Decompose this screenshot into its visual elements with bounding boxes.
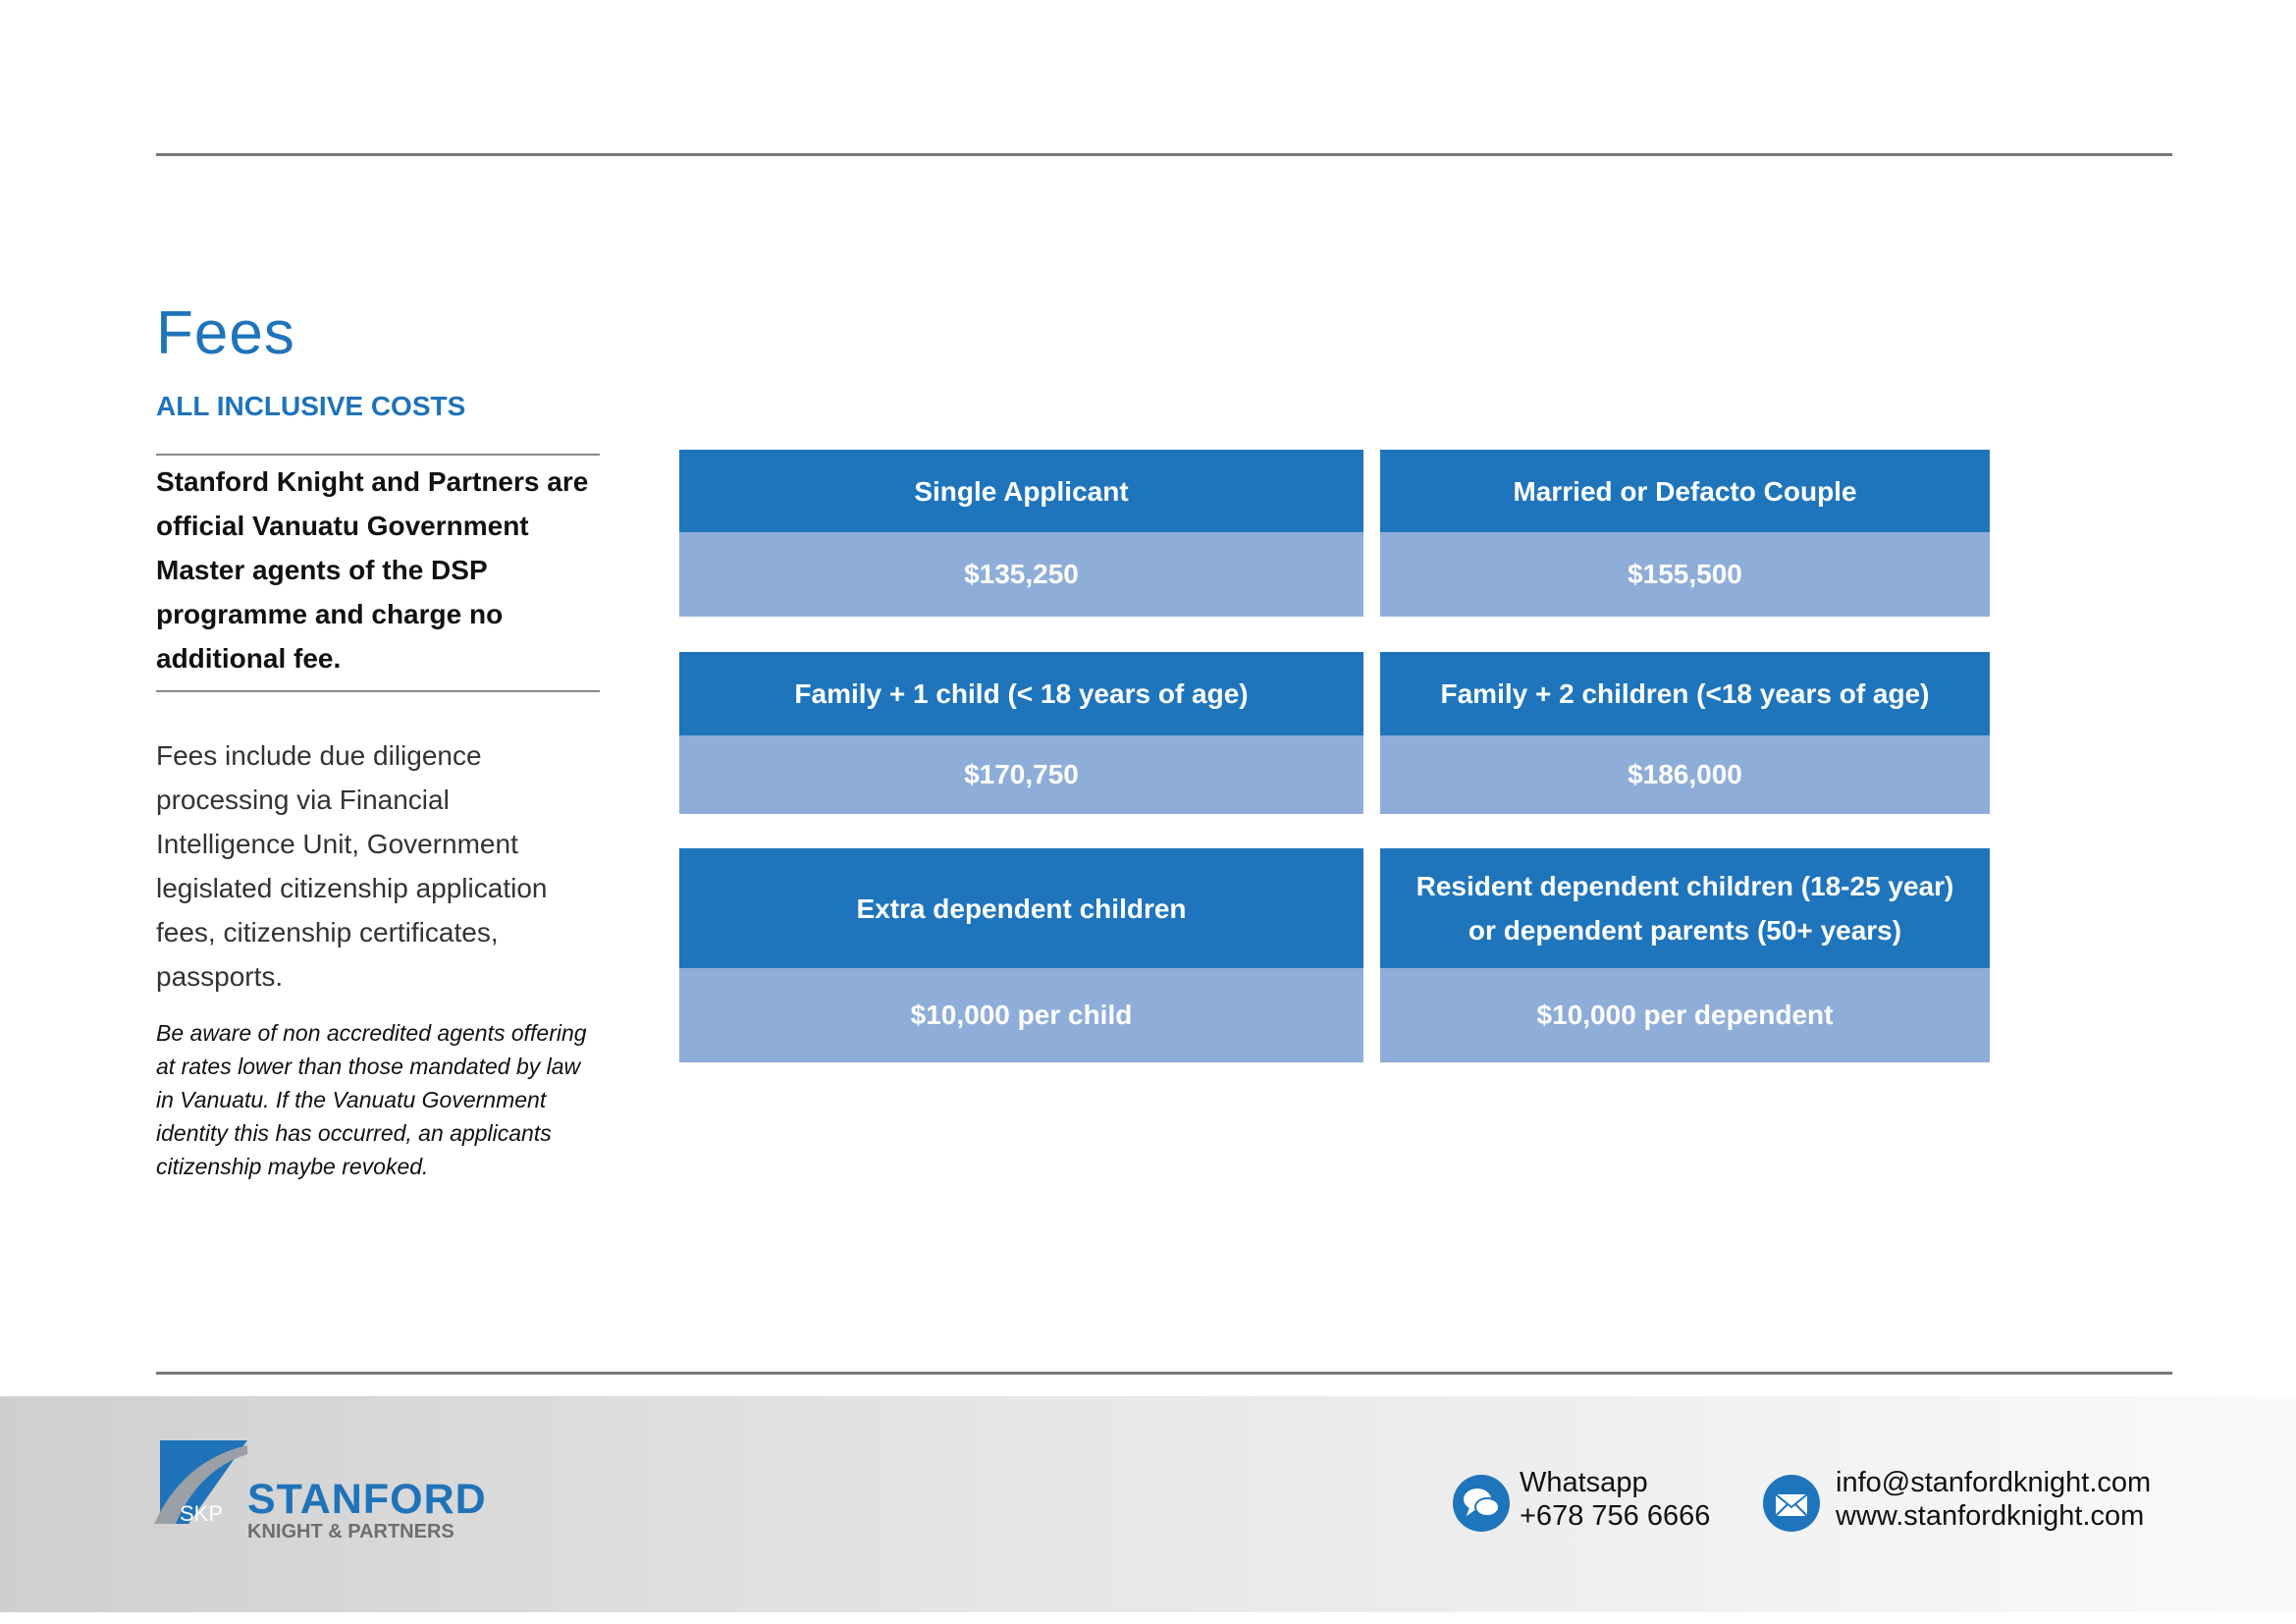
fee-card-family-1 <box>679 652 1363 814</box>
company-logo <box>154 1411 488 1548</box>
whatsapp-number: +678 756 6666 <box>1520 1500 1711 1532</box>
fee-category: Single Applicant <box>679 450 1363 532</box>
intro-statement: Stanford Knight and Partners are official Vanuatu Government Master agents of the DSP programme and charge no additional fee. <box>156 466 589 674</box>
intro-top-rule <box>156 454 600 456</box>
fee-card-couple <box>1380 450 1990 617</box>
fee-category: Married or Defacto Couple <box>1380 450 1990 532</box>
chat-icon[interactable] <box>1453 1475 1510 1532</box>
top-divider <box>156 153 2172 156</box>
fee-category: Resident dependent children (18-25 year) or dependent parents (50+ years) <box>1380 848 1990 968</box>
fee-amount: $10,000 per dependent <box>1380 968 1990 1062</box>
email-link[interactable]: info@stanfordknight.com <box>1836 1467 2152 1498</box>
logo-mark-icon <box>154 1440 252 1529</box>
fee-amount: $155,500 <box>1380 532 1990 617</box>
website-link[interactable]: www.stanfordknight.com <box>1836 1500 2145 1532</box>
fee-card-family-2 <box>1380 652 1990 814</box>
fee-card-single <box>679 450 1363 617</box>
logo-mark-text: SKP <box>180 1501 224 1526</box>
email-web-contact[interactable] <box>1836 1466 2151 1533</box>
whatsapp-contact[interactable] <box>1520 1466 1710 1533</box>
fee-category: Family + 2 children (<18 years of age) <box>1380 652 1990 735</box>
logo-main-text: STANFORD <box>247 1476 487 1523</box>
fee-amount: $186,000 <box>1380 735 1990 814</box>
intro-bottom-rule <box>156 690 600 692</box>
warning-note: Be aware of non accredited agents offering at rates lower than those mandated by law in Vanuatu. If the Vanuatu Government identity this has occurred, an applicants citizenship maybe revoked. <box>156 1020 587 1179</box>
fees-description: Fees include due diligence processing via Financial Intelligence Unit, Government legislated citizenship application fees, citizenship certificates, passports. <box>156 740 548 992</box>
fee-amount: $135,250 <box>679 532 1363 617</box>
mail-icon[interactable] <box>1763 1475 1820 1532</box>
fee-amount: $170,750 <box>679 735 1363 814</box>
bottom-divider <box>156 1372 2172 1375</box>
fee-card-resident-dependents <box>1380 848 1990 1062</box>
fee-category: Family + 1 child (< 18 years of age) <box>679 652 1363 735</box>
fee-category: Extra dependent children <box>679 848 1363 968</box>
page-subtitle: ALL INCLUSIVE COSTS <box>156 391 466 421</box>
whatsapp-label: Whatsapp <box>1520 1467 1648 1498</box>
fee-amount: $10,000 per child <box>679 968 1363 1062</box>
page-title: Fees <box>156 299 295 367</box>
logo-sub-text: KNIGHT & PARTNERS <box>247 1521 454 1543</box>
fee-card-extra-children <box>679 848 1363 1062</box>
